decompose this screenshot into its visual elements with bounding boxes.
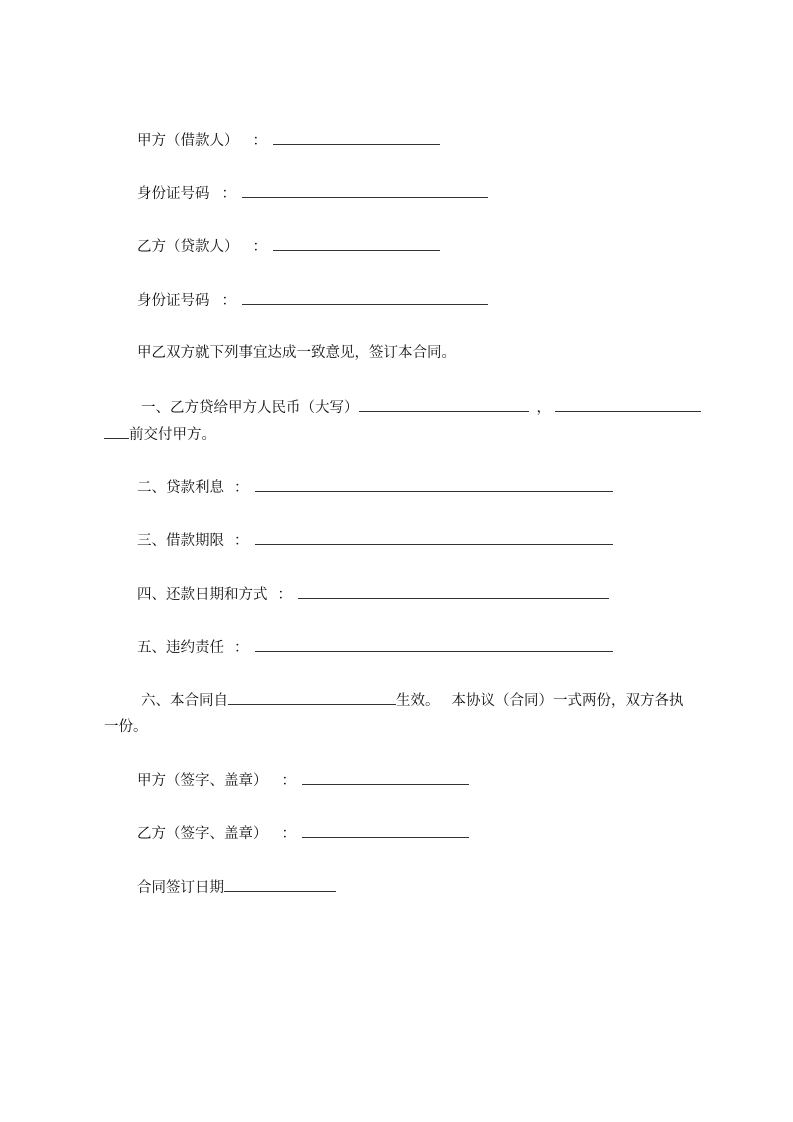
sign-b-line [137,823,469,843]
clause-3-label: 三、借款期限 [137,533,224,549]
clause-1-amount-blank[interactable] [359,397,529,412]
party-a-label: 甲方（借款人） [137,133,239,149]
sign-date-label: 合同签订日期 [137,880,224,896]
party-b-id-colon: ： [221,293,236,309]
party-a-id-colon: ： [221,186,236,202]
clause-3-blank[interactable] [255,530,613,545]
party-b-id-line [137,290,488,310]
party-a-blank[interactable] [273,130,440,145]
clause-1-date-blank-cont[interactable] [104,424,129,439]
party-b-blank[interactable] [273,236,440,251]
clause-1-comma: ， [536,400,551,416]
clause-3-line [137,530,613,550]
sign-date-line [137,877,336,897]
clause-6-line-2: 一份。 [104,719,148,735]
clause-4-blank[interactable] [298,584,609,599]
clause-5-colon: ： [234,640,249,656]
sign-a-label: 甲方（签字、盖章） [137,773,268,789]
party-b-id-blank[interactable] [242,290,488,305]
sign-a-line [137,770,469,790]
sign-b-label: 乙方（签字、盖章） [137,826,268,842]
clause-1-date-blank[interactable] [555,397,701,412]
party-a-id-blank[interactable] [242,183,488,198]
clause-4-label: 四、还款日期和方式 [137,587,268,603]
clause-1-tail: 前交付甲方。 [129,427,216,443]
clause-6-text-b: 生效。 [396,693,440,709]
clause-2-colon: ： [234,480,249,496]
sign-a-blank[interactable] [302,770,469,785]
clause-6-date-blank[interactable] [228,690,396,705]
party-b-line [137,236,440,256]
clause-1-line-2 [104,424,216,444]
party-a-id-line [137,183,488,203]
party-b-id-label: 身份证号码 [137,293,210,309]
party-a-line [137,130,440,150]
clause-2-label: 二、贷款利息 [137,480,224,496]
sign-b-colon: ： [281,826,296,842]
clause-5-label: 五、违约责任 [137,640,224,656]
clause-6-text-a: 六、本合同自 [141,693,228,709]
sign-b-blank[interactable] [302,823,469,838]
clause-1-line-1 [137,397,701,417]
clause-2-blank[interactable] [255,477,613,492]
clause-5-blank[interactable] [255,637,613,652]
party-a-colon: ： [252,133,267,149]
clause-2-line [137,477,613,497]
party-b-colon: ： [252,239,267,255]
clause-1-text: 一、乙方贷给甲方人民币（大写） [141,400,359,416]
agreement-statement: 甲乙双方就下列事宜达成一致意见，签订本合同。 [137,345,456,361]
clause-3-colon: ： [234,533,249,549]
sign-date-blank[interactable] [224,877,336,892]
party-a-id-label: 身份证号码 [137,186,210,202]
clause-6-line-1 [137,690,684,710]
clause-4-colon: ： [277,587,292,603]
clause-4-line [137,584,609,604]
party-b-label: 乙方（贷款人） [137,239,239,255]
clause-5-line [137,637,613,657]
sign-a-colon: ： [281,773,296,789]
clause-6-text-c: 本协议（合同）一式两份，双方各执 [451,693,684,709]
